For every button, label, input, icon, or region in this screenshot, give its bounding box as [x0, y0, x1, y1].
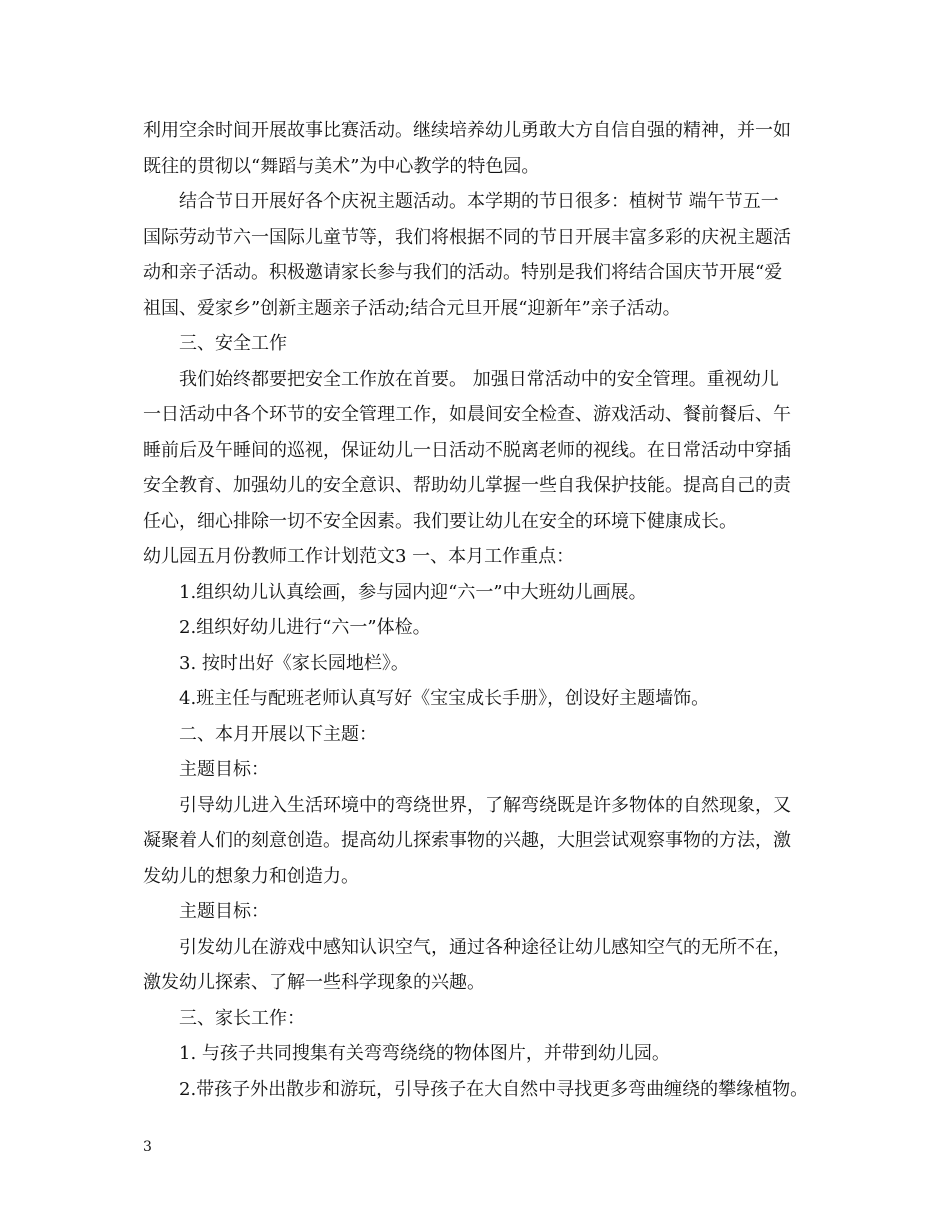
text-line: 1. 与孩子共同搜集有关弯弯绕绕的物体图片，并带到幼儿园。 — [179, 1043, 670, 1064]
document-body — [143, 113, 815, 1107]
text-line: 引导幼儿进入生活环境中的弯绕世界，了解弯绕既是许多物体的自然现象，又 — [179, 794, 791, 816]
text-line: 凝聚着人们的刻意创造。提高幼儿探索事物的兴趣，大胆尝试观察事物的方法，激 — [143, 830, 791, 851]
text-line: 我们始终都要把安全工作放在首要。 加强日常活动中的安全管理。重视幼儿 — [179, 368, 779, 390]
text-line: 主题目标： — [179, 759, 269, 780]
text-line: 一日活动中各个环节的安全管理工作，如晨间安全检查、游戏活动、餐前餐后、午 — [143, 404, 791, 425]
text-line: 3. 按时出好《家长园地栏》。 — [179, 652, 409, 674]
text-line: 动和亲子活动。积极邀请家长参与我们的活动。特别是我们将结合国庆节开展“爱 — [143, 262, 783, 283]
text-line: 三、家长工作： — [179, 1007, 305, 1029]
text-line: 二、本月开展以下主题： — [179, 723, 377, 745]
text-line: 安全教育、加强幼儿的安全意识、帮助幼儿掌握一些自我保护技能。提高自己的责 — [143, 475, 791, 496]
text-line: 三、安全工作 — [179, 333, 287, 354]
text-line: 祖国、爱家乡”创新主题亲子活动;结合元旦开展“迎新年”亲子活动。 — [143, 297, 681, 319]
text-line: 发幼儿的想象力和创造力。 — [143, 865, 359, 887]
text-line: 任心，细心排除一切不安全因素。我们要让幼儿在安全的环境下健康成长。 — [143, 510, 737, 532]
text-line: 睡前后及午睡间的巡视，保证幼儿一日活动不脱离老师的视线。在日常活动中穿插 — [143, 439, 791, 461]
text-line: 主题目标： — [179, 901, 269, 922]
text-line: 2.组织好幼儿进行“六一”体检。 — [179, 617, 431, 638]
text-line: 引发幼儿在游戏中感知认识空气，通过各种途径让幼儿感知空气的无所不在， — [179, 936, 791, 958]
text-line: 2.带孩子外出散步和游玩，引导孩子在大自然中寻找更多弯曲缠绕的攀缘植物。 — [179, 1078, 809, 1100]
text-line: 国际劳动节六一国际儿童节等，我们将根据不同的节日开展丰富多彩的庆祝主题活 — [143, 226, 791, 248]
text-line: 幼儿园五月份教师工作计划范文3 一、本月工作重点： — [143, 546, 575, 567]
text-line: 利用空余时间开展故事比赛活动。继续培养幼儿勇敢大方自信自强的精神，并一如 — [143, 120, 791, 141]
text-line: 4.班主任与配班老师认真写好《宝宝成长手册》，创设好主题墙饰。 — [179, 688, 710, 709]
page-number: 3 — [143, 1139, 152, 1155]
text-line: 激发幼儿探索、了解一些科学现象的兴趣。 — [143, 972, 485, 993]
text-line: 既往的贯彻以“舞蹈与美术”为中心教学的特色园。 — [143, 155, 540, 177]
text-line: 1.组织幼儿认真绘画，参与园内迎“六一”中大班幼儿画展。 — [179, 581, 647, 603]
text-line: 结合节日开展好各个庆祝主题活动。本学期的节日很多：植树节 端午节五一 — [179, 191, 779, 212]
